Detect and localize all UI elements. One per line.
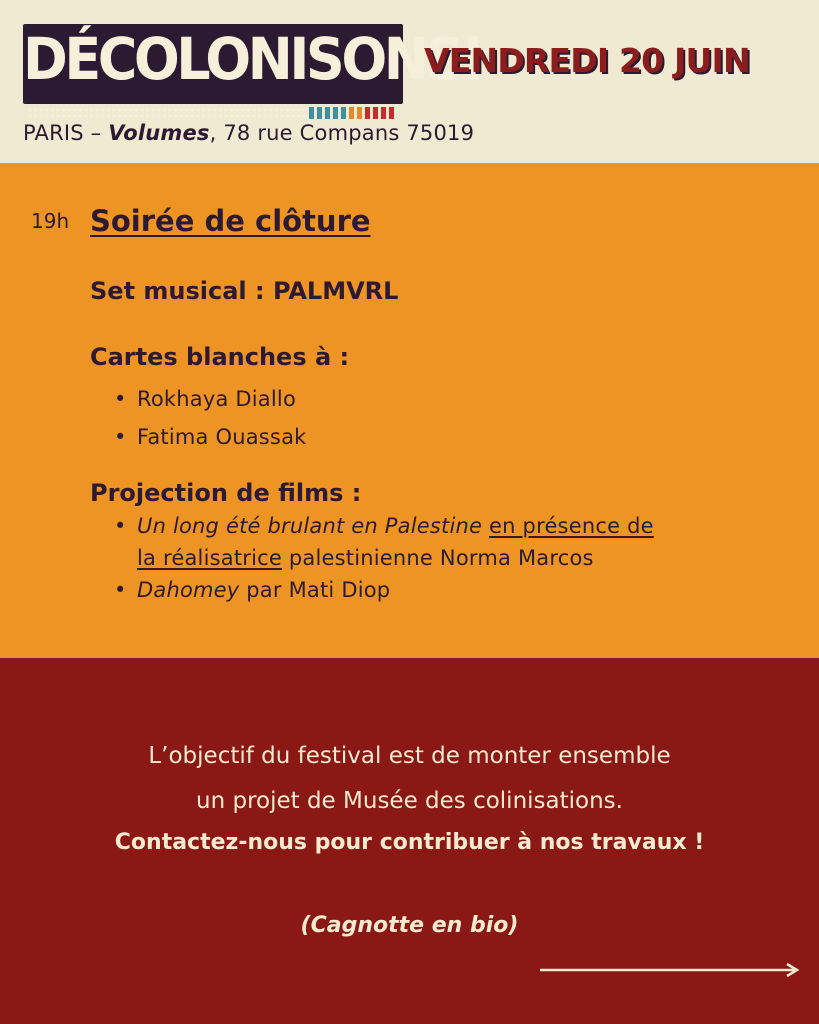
- address-street: , 78 rue Compans 75019: [209, 121, 475, 145]
- arrow-right-icon[interactable]: [540, 960, 800, 980]
- film-presence-link: en présence de: [489, 514, 654, 538]
- films-list: [112, 510, 654, 606]
- film-title: Un long été brulant en Palestine: [137, 514, 483, 538]
- cagnotte-note: (Cagnotte en bio): [300, 913, 519, 938]
- film-director: palestinienne Norma Marcos: [282, 546, 594, 570]
- event-title: Soirée de clôture: [90, 204, 371, 238]
- film-director: par Mati Diop: [239, 578, 391, 602]
- address-city: PARIS –: [23, 121, 109, 145]
- event-address: [23, 118, 474, 148]
- address-venue: Volumes: [108, 121, 210, 145]
- list-item: • Fatima Ouassak: [112, 418, 307, 456]
- film-title: Dahomey: [137, 578, 240, 602]
- cartes-blanches-list: [112, 380, 307, 456]
- films-heading: Projection de films :: [90, 479, 362, 507]
- logo-text: DÉCOLONISONS!: [23, 24, 482, 93]
- list-item: [112, 574, 654, 606]
- objective-line-2: un projet de Musée des colinisations.: [196, 788, 623, 814]
- list-item: [112, 510, 654, 574]
- film-presence-link-cont: la réalisatrice: [137, 546, 282, 570]
- contact-cta: Contactez-nous pour contribuer à nos travaux !: [114, 830, 705, 855]
- program-section: [0, 163, 819, 658]
- event-time: 19h: [31, 209, 70, 233]
- event-date: VENDREDI 20 JUIN: [424, 41, 750, 80]
- footer-section: [0, 658, 819, 1024]
- objective-line-1: L’objectif du festival est de monter ensemble: [148, 743, 671, 769]
- cartes-blanches-heading: Cartes blanches à :: [90, 343, 350, 371]
- header: [0, 0, 819, 163]
- festival-logo: [23, 24, 482, 104]
- list-item: • Rokhaya Diallo: [112, 380, 307, 418]
- set-musical-heading: Set musical : PALMVRL: [90, 277, 399, 305]
